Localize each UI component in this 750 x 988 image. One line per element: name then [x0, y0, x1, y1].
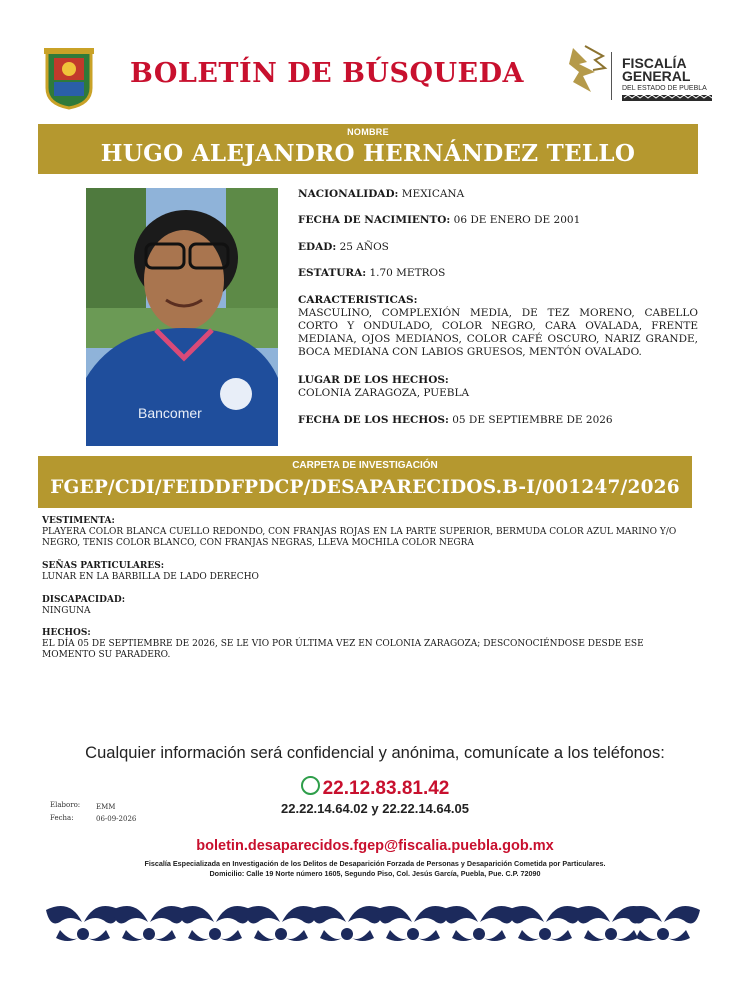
logo-divider — [611, 52, 612, 100]
fiscalia-name-line1: FISCALÍA — [622, 55, 687, 71]
birthdate-value: 06 DE ENERO DE 2001 — [453, 214, 581, 226]
footer-address: Domicilio: Calle 19 Norte número 1605, Segundo Piso, Col. Jesús García, Puebla, Pue. C.P. 72090 — [209, 869, 541, 878]
age-row — [298, 241, 698, 254]
fiscalia-pattern-strip — [622, 95, 712, 101]
facts-block — [42, 628, 692, 661]
marks-label: SEÑAS PARTICULARES: — [42, 561, 165, 571]
elaboro-value: EMM — [96, 803, 116, 811]
characteristics-label: CARACTERISTICAS: — [298, 294, 418, 306]
marks-value: LUNAR EN LA BARBILLA DE LADO DERECHO — [42, 572, 259, 582]
age-value: 25 AÑOS — [339, 241, 389, 253]
footer-office: Fiscalía Especializada en Investigación de los Delitos de Desaparición Forzada de Personas y Desaparición Cometida por Particulares. — [144, 859, 606, 868]
elaboro-label: Elaboro: — [50, 801, 81, 809]
nationality-label: NACIONALIDAD: — [298, 188, 399, 200]
place-value: COLONIA ZARAGOZA, PUEBLA — [298, 387, 470, 399]
bulletin-title: BOLETÍN DE BÚSQUEDA — [130, 58, 524, 89]
fiscalia-emblem-logo — [565, 42, 611, 100]
case-file-band — [38, 456, 692, 508]
whatsapp-number[interactable]: 22.12.83.81.42 — [322, 778, 450, 799]
name-band — [38, 124, 698, 174]
age-label: EDAD: — [298, 241, 337, 253]
svg-text:Bancomer: Bancomer — [138, 405, 202, 421]
place-label: LUGAR DE LOS HECHOS: — [298, 374, 449, 386]
height-label: ESTATURA: — [298, 267, 367, 279]
clothing-block — [42, 516, 692, 549]
person-name: HUGO ALEJANDRO HERNÁNDEZ TELLO — [100, 140, 636, 167]
characteristics-block — [298, 294, 698, 359]
disability-block — [42, 595, 692, 617]
case-file-label: CARPETA DE INVESTIGACIÓN — [292, 460, 438, 471]
date-label: Fecha: — [50, 814, 74, 822]
talavera-ornament-strip — [40, 898, 700, 946]
facts-value: EL DÍA 05 DE SEPTIEMBRE DE 2026, SE LE VIO POR ÚLTIMA VEZ EN COLONIA ZARAGOZA; DESCONOCIÉNDOSE DESDE ESE MOMENTO SU PARADERO. — [42, 639, 644, 660]
nationality-value: MEXICANA — [401, 188, 465, 200]
date-value: 06-09-2026 — [96, 815, 137, 823]
disability-value: NINGUNA — [42, 606, 91, 616]
case-file-number: FGEP/CDI/FEIDDFPDCP/DESAPARECIDOS.B-I/001247/2026 — [50, 477, 680, 498]
characteristics-value: MASCULINO, COMPLEXIÓN MEDIA, DE TEZ MORENO, CABELLO CORTO Y ONDULADO, COLOR NEGRO, CARA OVALADA, FRENTE MEDIANA, OJOS MEDIANOS, COLOR CAFÉ OSCURO, NARIZ GRANDE, BOCA MEDIANA CON LABIOS GRUESOS, MENTÓN OVALADO. — [298, 307, 698, 358]
marks-block — [42, 561, 692, 583]
clothing-value: PLAYERA COLOR BLANCA CUELLO REDONDO, CON FRANJAS ROJAS EN LA PARTE SUPERIOR, BERMUDA COLOR AZUL MARINO Y/O NEGRO, TENIS COLOR BLANCO, CON FRANJAS NEGRAS, LLEVA MOCHILA COLOR NEGRA — [42, 527, 677, 548]
disability-label: DISCAPACIDAD: — [42, 595, 126, 605]
event-date-label: FECHA DE LOS HECHOS: — [298, 414, 449, 426]
whatsapp-icon — [301, 776, 320, 795]
birthdate-label: FECHA DE NACIMIENTO: — [298, 214, 451, 226]
facts-label: HECHOS: — [42, 628, 91, 638]
person-photo — [86, 188, 278, 446]
contact-email[interactable]: boletin.desaparecidos.fgep@fiscalia.puebla.gob.mx — [196, 838, 554, 854]
fiscalia-name-line3: DEL ESTADO DE PUEBLA — [622, 85, 707, 92]
height-row — [298, 267, 698, 280]
whatsapp-row — [0, 776, 750, 800]
event-date-value: 05 DE SEPTIEMBRE DE 2026 — [452, 414, 613, 426]
height-value: 1.70 METROS — [369, 267, 446, 279]
nationality-row — [298, 188, 698, 201]
event-date-row — [298, 414, 698, 427]
birthdate-row — [298, 214, 698, 227]
name-label: NOMBRE — [347, 127, 389, 137]
place-block — [298, 374, 698, 400]
puebla-coat-of-arms-logo — [44, 48, 94, 110]
phone-numbers[interactable]: 22.22.14.64.02 y 22.22.14.64.05 — [281, 801, 469, 816]
clothing-label: VESTIMENTA: — [42, 516, 115, 526]
contact-intro: Cualquier información será confidencial y anónima, comunícate a los teléfonos: — [85, 744, 665, 762]
fiscalia-name-line2: GENERAL — [622, 68, 691, 84]
